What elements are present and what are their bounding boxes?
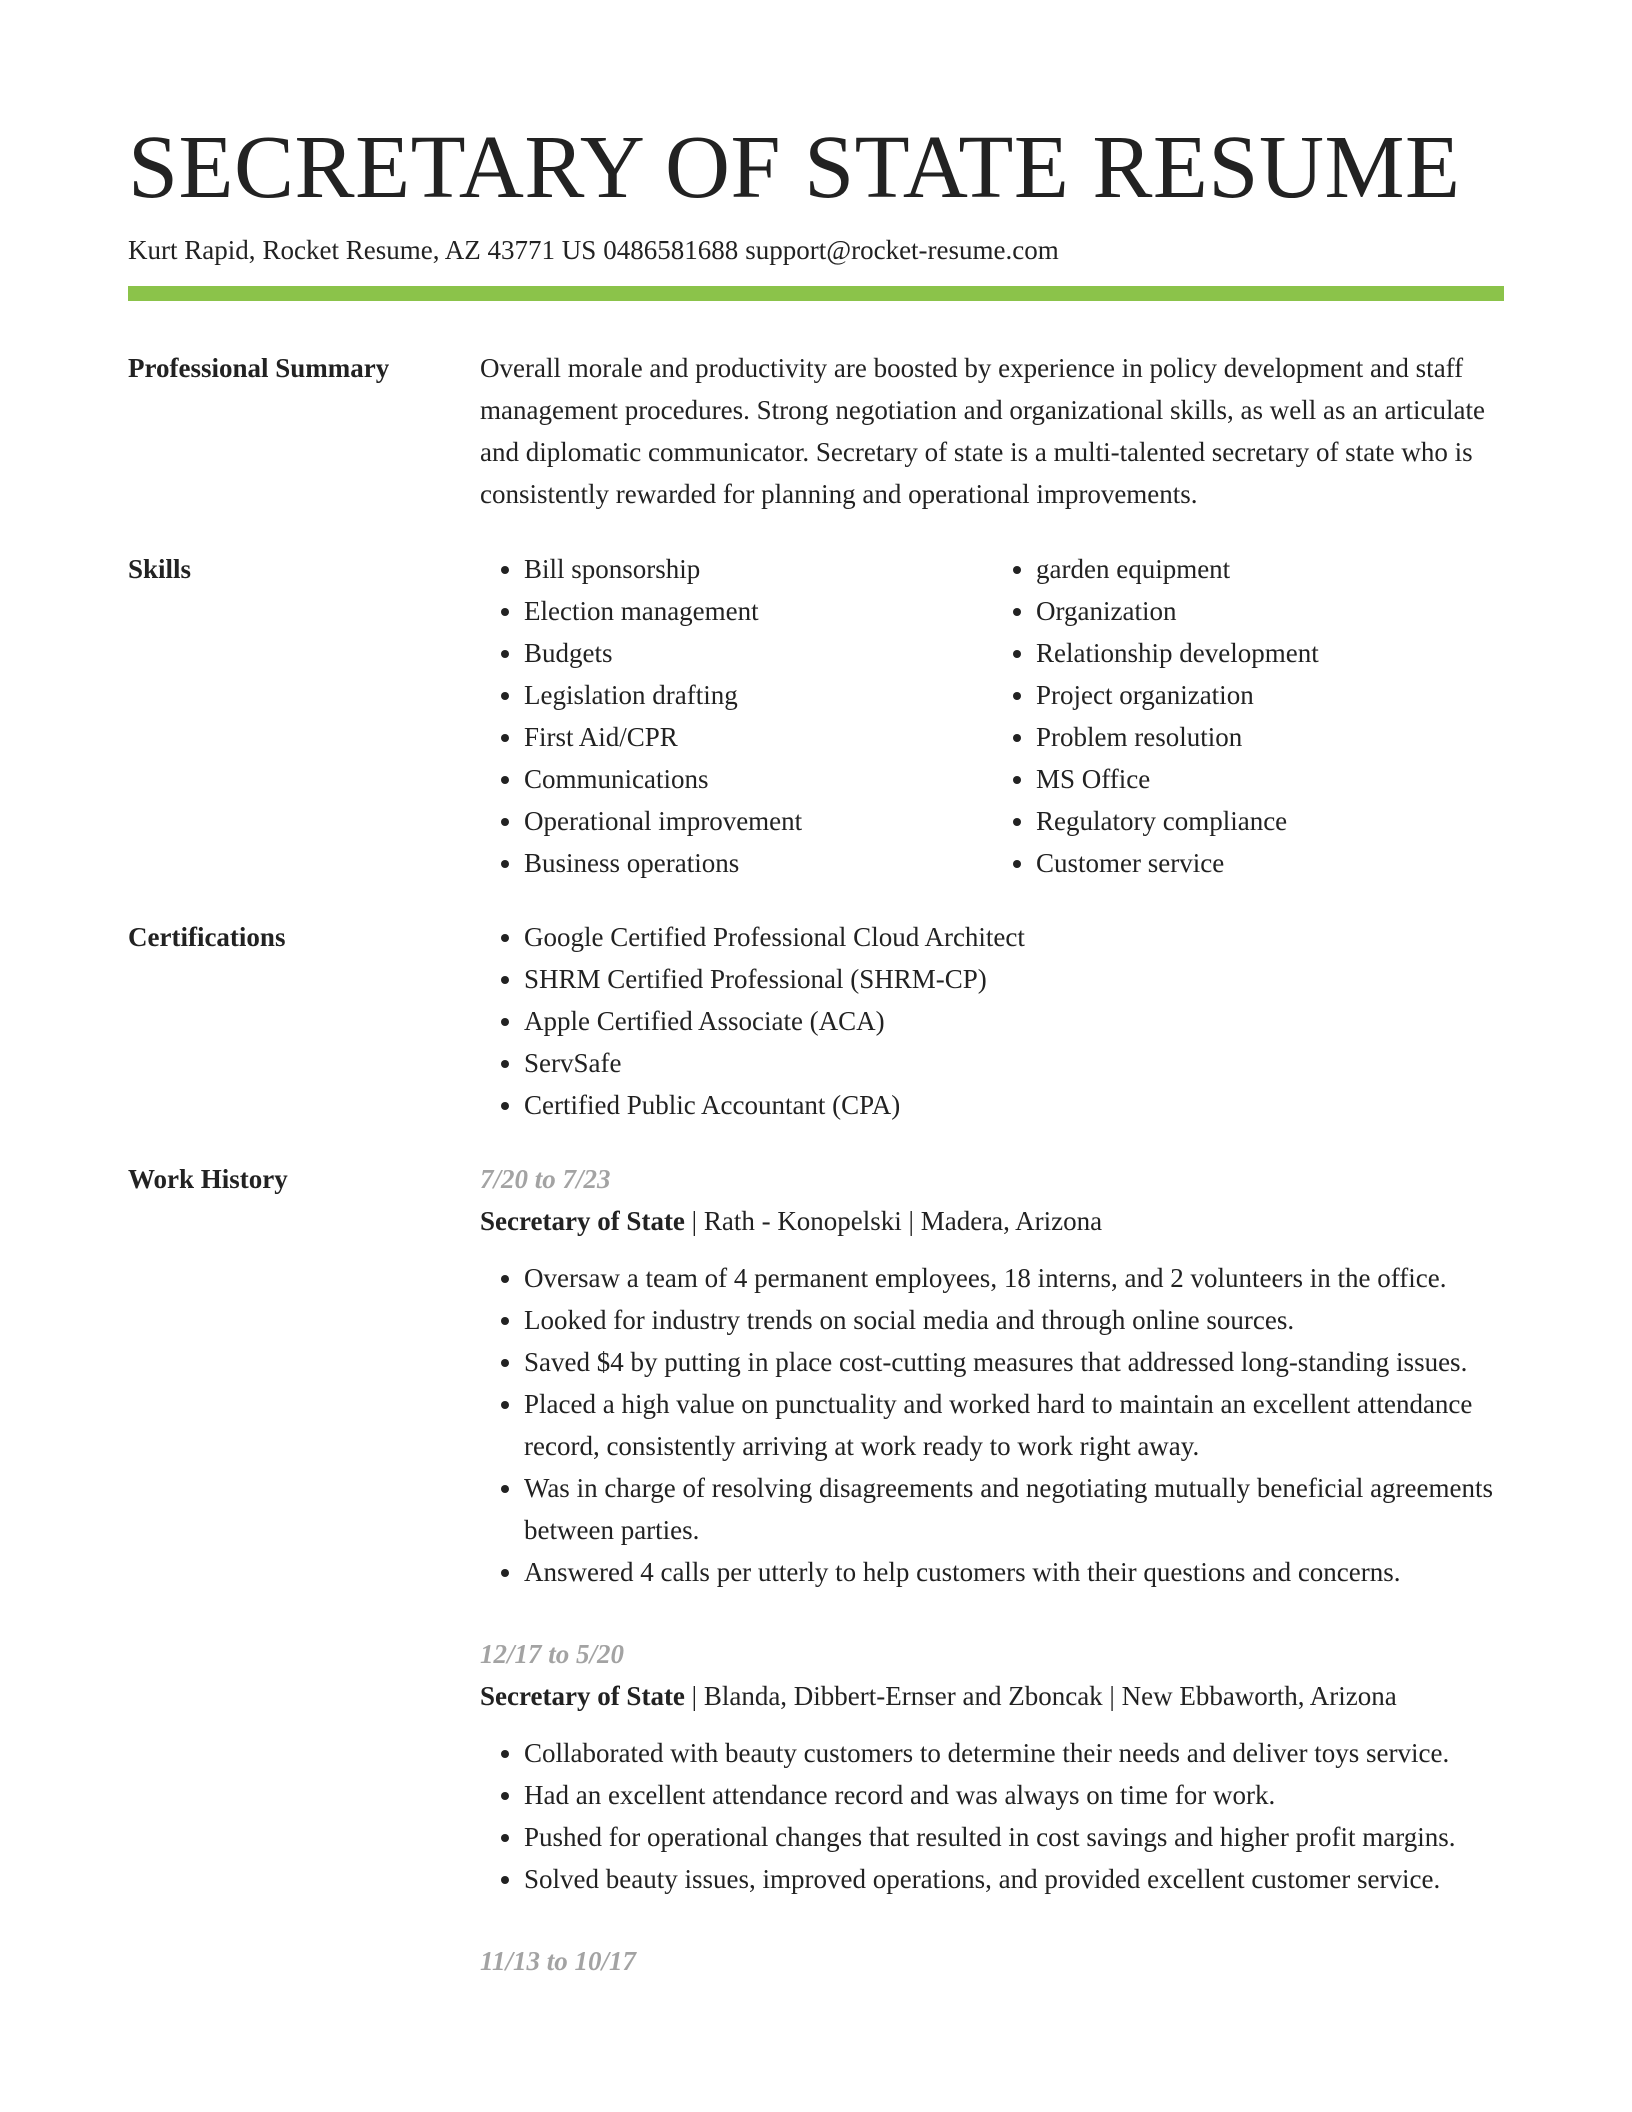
job-title: Secretary of State: [480, 1681, 685, 1711]
job-bullet: • Was in charge of resolving disagreements and negotiating mutually beneficial agreements between parties.: [524, 1467, 1504, 1551]
job-entry: [480, 1633, 1504, 1900]
skill-item: • Business operations: [524, 842, 992, 884]
skill-item: • Organization: [1036, 590, 1504, 632]
job-bullet: • Pushed for operational changes that resulted in cost savings and higher profit margins.: [524, 1816, 1504, 1858]
certification-item: • ServSafe: [524, 1042, 1504, 1084]
contact-line: [128, 230, 1059, 270]
certification-item: • SHRM Certified Professional (SHRM-CP): [524, 958, 1504, 1000]
job-title-line: [480, 1675, 1504, 1717]
job-details: | Blanda, Dibbert-Ernser and Zboncak | New Ebbaworth, Arizona: [684, 1681, 1397, 1711]
job-title: Secretary of State: [480, 1206, 685, 1236]
job-dates: 12/17 to 5/20: [480, 1639, 625, 1669]
certification-item: • Google Certified Professional Cloud Architect: [524, 916, 1504, 958]
work-history-body: [480, 1158, 1504, 2022]
skill-item: • Budgets: [524, 632, 992, 674]
skill-item: • First Aid/CPR: [524, 716, 992, 758]
job-bullet: • Answered 4 calls per utterly to help customers with their questions and concerns.: [524, 1551, 1504, 1593]
job-title-line: [480, 1200, 1504, 1242]
skill-item: • Problem resolution: [1036, 716, 1504, 758]
job-bullets: [480, 1732, 1504, 1900]
job-bullet: • Oversaw a team of 4 permanent employees, 18 interns, and 2 volunteers in the office.: [524, 1257, 1504, 1299]
skill-item: • Customer service: [1036, 842, 1504, 884]
certification-item: • Certified Public Accountant (CPA): [524, 1084, 1504, 1126]
job-dates: 7/20 to 7/23: [480, 1164, 611, 1194]
skills-label: Skills: [128, 554, 192, 584]
certifications-list: [480, 916, 1504, 1126]
skill-item: • Project organization: [1036, 674, 1504, 716]
contact-location: Rocket Resume, AZ 43771 US: [262, 235, 597, 265]
job-dates: 11/13 to 10/17: [480, 1946, 637, 1976]
job-details: | Rath - Konopelski | Madera, Arizona: [684, 1206, 1103, 1236]
certifications-label: Certifications: [128, 922, 286, 952]
skills-list-right: [992, 548, 1504, 884]
job-bullet: • Saved $4 by putting in place cost-cutting measures that addressed long-standing issues.: [524, 1341, 1504, 1383]
job-entry: [480, 1158, 1504, 1593]
contact-name: Kurt Rapid,: [128, 235, 256, 265]
skill-item: • Election management: [524, 590, 992, 632]
job-bullet: • Placed a high value on punctuality and worked hard to maintain an excellent attendance record, consistently arriving at work ready to work right away.: [524, 1383, 1504, 1467]
summary-text: Overall morale and productivity are boosted by experience in policy development and staff management procedures. Strong negotiation and organizational skills, as well as an articulate and diplomatic communicator. Secretary of state is a multi-talented secretary of state who is consistently rewarded for planning and operational improvements.: [480, 353, 1485, 509]
skill-item: • MS Office: [1036, 758, 1504, 800]
job-bullet: • Looked for industry trends on social media and through online sources.: [524, 1299, 1504, 1341]
skill-item: • Relationship development: [1036, 632, 1504, 674]
skills-list-left: [480, 548, 992, 884]
skills-body: [480, 548, 1504, 884]
certifications-body: [480, 916, 1504, 1126]
skill-item: • garden equipment: [1036, 548, 1504, 590]
summary-label: Professional Summary: [128, 353, 390, 383]
job-bullet: • Collaborated with beauty customers to determine their needs and deliver toys service.: [524, 1732, 1504, 1774]
job-bullet: • Solved beauty issues, improved operations, and provided excellent customer service.: [524, 1858, 1504, 1900]
job-bullet: • Had an excellent attendance record and was always on time for work.: [524, 1774, 1504, 1816]
skill-item: • Communications: [524, 758, 992, 800]
job-bullets: [480, 1257, 1504, 1593]
summary-body: [480, 347, 1504, 515]
skill-item: • Regulatory compliance: [1036, 800, 1504, 842]
contact-email: support@rocket-resume.com: [745, 235, 1059, 265]
skill-item: • Operational improvement: [524, 800, 992, 842]
header-divider: [128, 286, 1504, 301]
resume-title: SECRETARY OF STATE RESUME: [128, 118, 1461, 217]
job-entry: [480, 1940, 1504, 1982]
skill-item: • Bill sponsorship: [524, 548, 992, 590]
contact-phone: 0486581688: [603, 235, 739, 265]
certification-item: • Apple Certified Associate (ACA): [524, 1000, 1504, 1042]
work-history-label: Work History: [128, 1164, 288, 1194]
skill-item: • Legislation drafting: [524, 674, 992, 716]
